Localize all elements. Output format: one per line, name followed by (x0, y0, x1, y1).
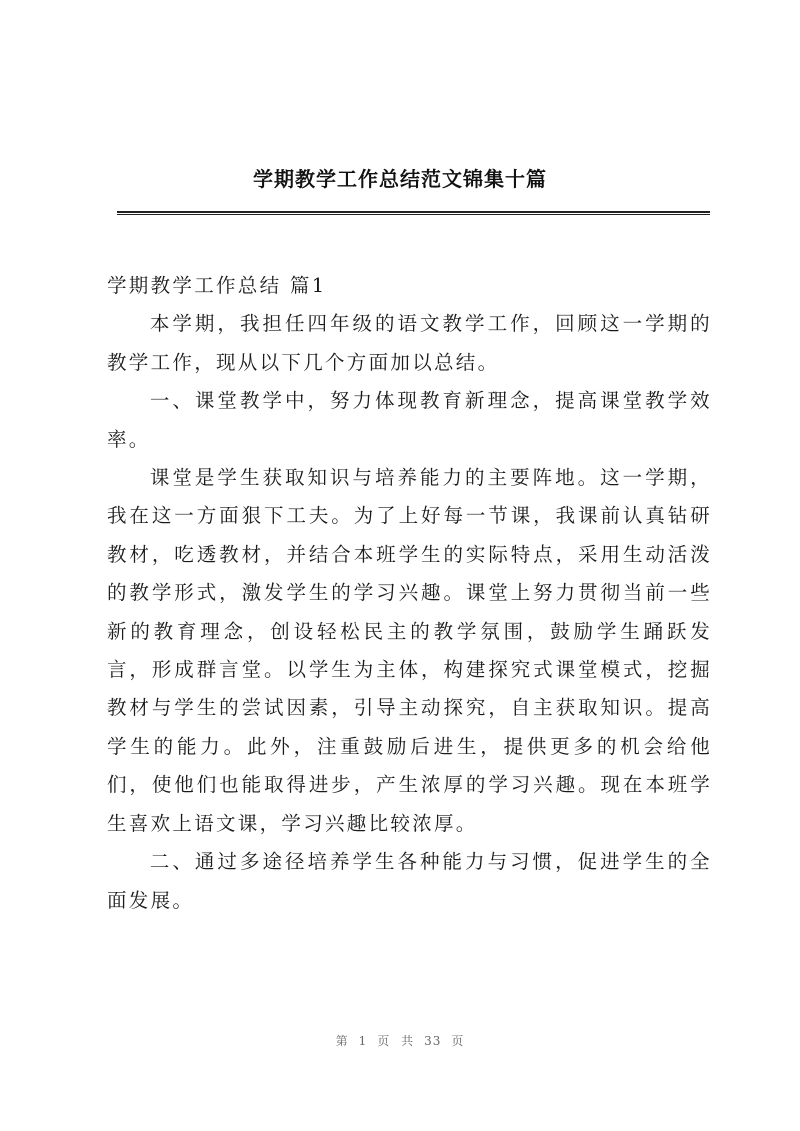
paragraph-point-two: 二、通过多途径培养学生各种能力与习惯，促进学生的全面发展。 (107, 850, 712, 912)
footer-current-page: 1 (358, 1034, 368, 1048)
section-heading: 学期教学工作总结 篇1 (107, 274, 327, 297)
paragraph-point-one: 一、课堂教学中，努力体现教育新理念，提高课堂教学效率。 (107, 389, 712, 451)
paragraph-classroom: 课堂是学生获取知识与培养能力的主要阵地。这一学期，我在这一方面狠下工夫。为了上好每一节课，我课前认真钻研教材，吃透教材，并结合本班学生的实际特点，采用生动活泼的教学形式，激发学生的学习兴趣。课堂上努力贯彻当前一些新的教育理念，创设轻松民主的教学氛围，鼓励学生踊跃发言，形成群言堂。以学生为主体，构建探究式课堂模式，挖掘教材与学生的尝试因素，引导主动探究，自主获取知识。提高学生的能力。此外，注重鼓励后进生，提供更多的机会给他们，使他们也能取得进步，产生浓厚的学习兴趣。现在本班学生喜欢上语文课，学习兴趣比较浓厚。 (107, 466, 712, 835)
footer-prefix: 第 (335, 1034, 349, 1048)
footer-middle: 页 共 (377, 1034, 415, 1048)
paragraph-intro: 本学期，我担任四年级的语文教学工作，回顾这一学期的教学工作，现从以下几个方面加以总结。 (107, 312, 712, 374)
document-body (107, 267, 712, 920)
title-divider (117, 211, 710, 215)
page-footer (0, 1032, 800, 1049)
footer-suffix: 页 (451, 1034, 465, 1048)
footer-total-pages: 33 (424, 1034, 442, 1048)
document-title: 学期教学工作总结范文锦集十篇 (253, 167, 547, 191)
